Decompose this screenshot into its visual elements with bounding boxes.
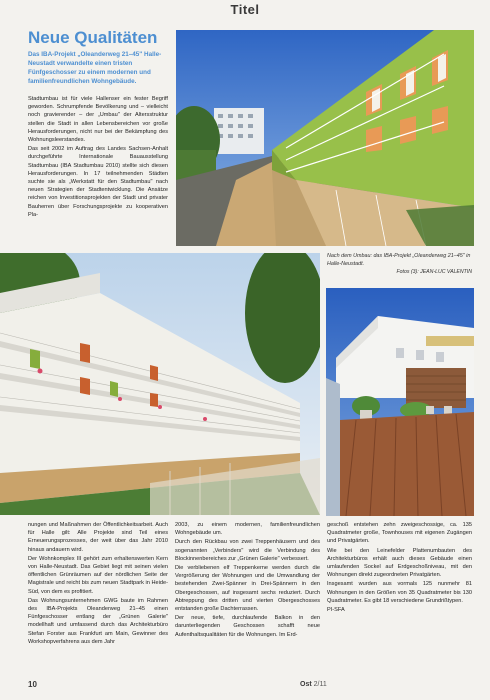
photo-caption: Nach dem Umbau: das IBA-Projekt „Oleanderweg 21–45" in Halle-Neustadt. (327, 253, 471, 267)
white-building-image (0, 253, 320, 515)
paragraph: geschoß entstehen zehn zweigeschossige, ca. 135 Quadratmeter große, Townhouses mit eigenen Zugängen und Privatgärten. (327, 522, 472, 545)
paragraph: nungen und Maßnahmen der Öffentlichkeitsarbeit. Auch für Halle gilt: Alle Projekte sind Teil eines Erneuerungsprozesses, der weit über das Jahr 2010 hinaus andauern wird. (28, 522, 168, 553)
footer-magazine: Ost (300, 681, 312, 688)
paragraph: Durch den Rückbau von zwei Treppenhäusern und des sogenannten „Verbinders" wird die Verbindung des Blockinnenbereiches zur „Grünen Galerie" verbessert. (175, 539, 320, 562)
paragraph: Das Wohnungsunternehmen GWG baute im Rahmen des IBA-Projekts Oleanderweg 21–45 einen Fünfgeschosser entlang der „Grünen Galerie" modellhaft und umfassend durch das Architekturbüro Stefan Forster aus Frankfurt am Main, Gewinner des Workshopverfahrens aus dem Jahr (28, 597, 168, 645)
article-deck: Das IBA-Projekt „Oleanderweg 21–45" Halle-Neustadt verwandelte einen tristen Fünfgeschosser zu einem modernen und familienfreundlichen Wohngebäude. (28, 51, 162, 86)
paragraph: Insgesamt wurden aus vormals 125 nunmehr 81 Wohnungen in den Größen von 35 Quadratmeter bis 130 Quadratmeter. Es gibt 18 verschiedene Grundrißtypen. (327, 581, 472, 604)
column-1-bottom (28, 521, 168, 647)
photo-white-building (0, 253, 320, 515)
author-credit: PI-SFA (327, 607, 345, 614)
footer-issue (300, 681, 327, 688)
paragraph: Das seit 2002 im Auftrag des Landes Sachsen-Anhalt durchgeführte Internationale Bauausstellung Stadtumbau (IBA Stadtumbau 2010) stellte sich diesen Herausforderungen. In 17 teilnehmenden Städten suchte sie als „Werkstatt für den Stadtumbau" nach neuen Strategien der Stadtentwicklung. Die Ansätze reichen von Investitionsprojekten der Stadt und privater Bauherren über Forschungsprojekte zu kooperativen Pla- (28, 146, 168, 218)
photo-wooden-terrace (326, 288, 474, 516)
paragraph: Der Wohnkomplex III gehört zum erhaltenswerten Kern von Halle-Neustadt. Das Gebiet liegt mit seinen vielen öffentlichen Grünräumen auf der nördlichen Seite der Magistrale und reicht bis zum neuen Stadtpark in Heide-Süd, von dem es profitiert. (28, 555, 168, 595)
article-headline: Neue Qualitäten (28, 28, 158, 47)
green-facade-image (176, 30, 474, 246)
paragraph: Der neue, tiefe, durchlaufende Balkon in den darunterliegenden Geschossen schafft neue Aufenthaltsqualitäten für die Wohnungen. Im Erd- (175, 615, 320, 638)
column-3-bottom (327, 521, 472, 615)
page-number: 10 (28, 680, 37, 689)
section-title: Titel (230, 2, 260, 17)
paragraph: Die verbliebenen elf Treppenkerne werden durch die Vergrößerung der Wohnungen und die Umwandlung der bestehenden Zwei-Spänner in Drei-Spännern in den Obergeschossen, auf insgesamt sechs reduziert. Durch Abtreppung des dritten und vierten Obergeschosses entstanden große Dachterrassen. (175, 565, 320, 613)
paragraph: Wie bei den Leinefelder Plattenumbauten des Architekturbüros erhält auch dieses Gebäude einen umlaufenden Sockel auf Erdgeschoßniveau, mit den Wohnungen direkt zugeordneten Privatgärten. (327, 547, 472, 579)
paragraph: 2003, zu einem modernen, familienfreundlichen Wohngebäude um. (175, 522, 320, 537)
footer-issue-number: 2/11 (313, 681, 327, 688)
column-2-bottom (175, 521, 320, 640)
wooden-terrace-image (326, 288, 474, 516)
photo-green-facade (176, 30, 474, 246)
paragraph: Stadtumbau ist für viele Hallenser ein fester Begriff geworden. Schrumpfende Bevölkerung und – vielleicht noch gravierender – der „Umbau" der Altersstruktur stellen die Stadt in allen Lebensbereichen vor große Herausforderungen, nicht nur bei der Bekämpfung des Wohnungsleerstandes. (28, 96, 168, 144)
column-1-top (28, 95, 168, 220)
photo-credit: Fotos (3): JEAN-LUC VALENTIN (396, 269, 472, 275)
